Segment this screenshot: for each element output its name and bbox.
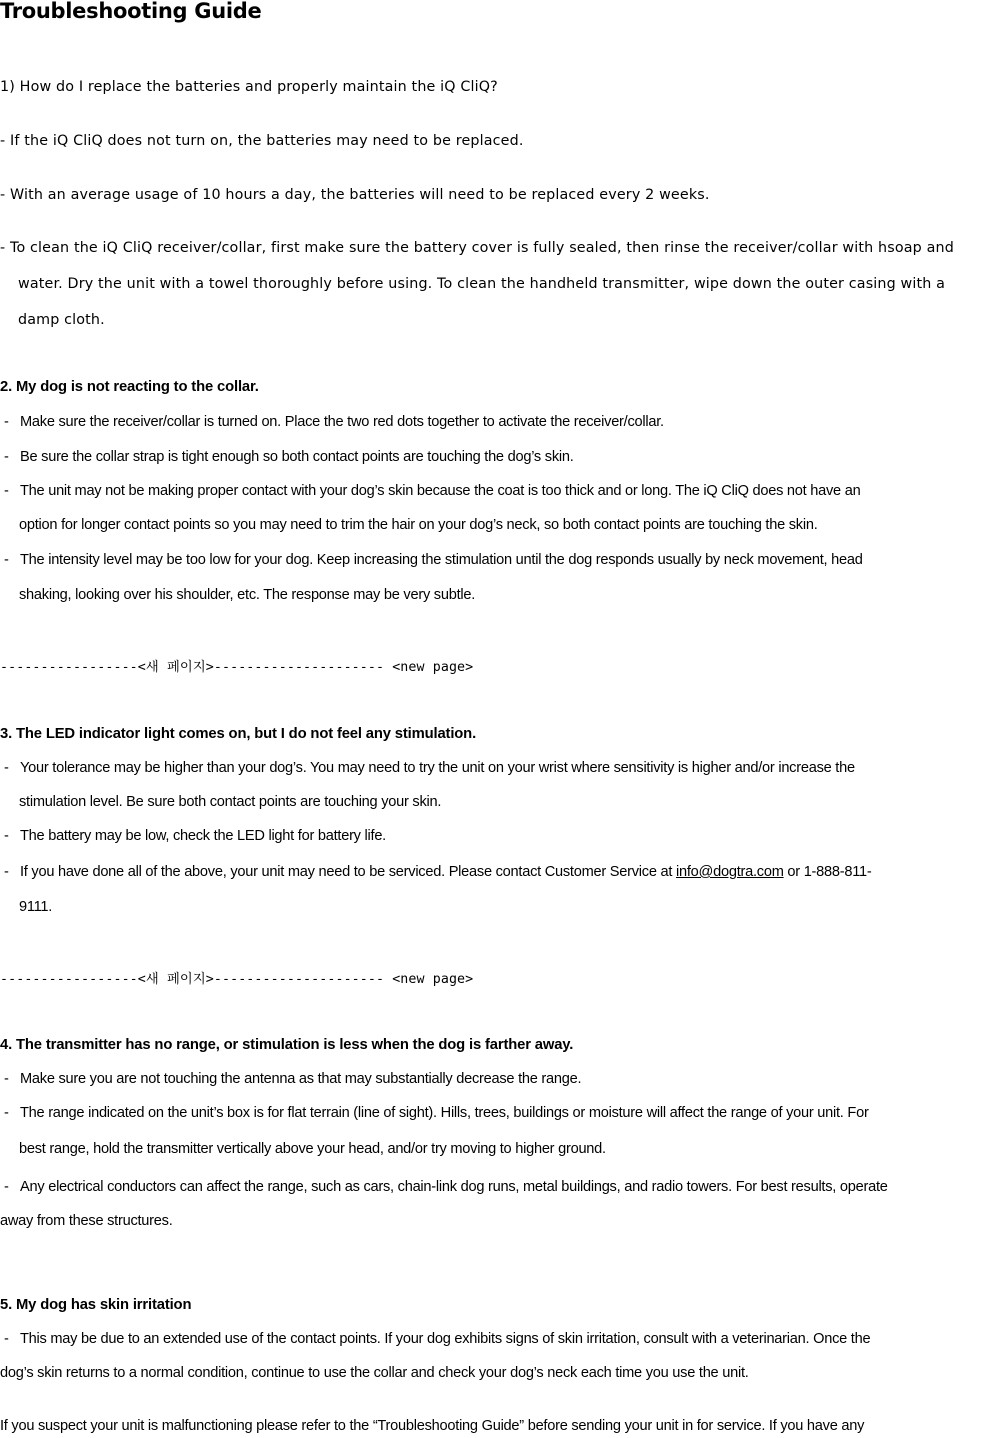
q2-heading: 2. My dog is not reacting to the collar. xyxy=(0,379,259,395)
page-break-marker: -----------------<새 페이지>--------------------- <new page> xyxy=(0,972,474,987)
q4-bullet: away from these structures. xyxy=(0,1213,173,1229)
q3-bullet: 9111. xyxy=(19,899,53,915)
page-break-marker: -----------------<새 페이지>--------------------- <new page> xyxy=(0,660,474,675)
support-email-link[interactable]: info@dogtra.com xyxy=(676,864,784,880)
q2-bullet: option for longer contact points so you may need to trim the hair on your dog’s neck, so both contact points are touching the skin. xyxy=(19,517,818,533)
q1-paragraph: - With an average usage of 10 hours a day, the batteries will need to be replaced every 2 weeks. xyxy=(0,187,710,203)
q5-heading: 5. My dog has skin irritation xyxy=(0,1297,192,1313)
q3-bullet: The battery may be low, check the LED light for battery life. xyxy=(20,828,386,844)
q5-bullet: dog’s skin returns to a normal condition, continue to use the collar and check your dog’s neck each time you use the unit. xyxy=(0,1365,749,1381)
q1-paragraph: - If the iQ CliQ does not turn on, the batteries may need to be replaced. xyxy=(0,133,524,149)
q1-heading: 1) How do I replace the batteries and properly maintain the iQ CliQ? xyxy=(0,79,498,95)
q3-bullet xyxy=(20,864,872,880)
bullet-dash: - xyxy=(4,760,9,776)
bullet-dash: - xyxy=(4,1331,9,1347)
q4-bullet: Make sure you are not touching the antenna as that may substantially decrease the range. xyxy=(20,1071,582,1087)
q2-bullet: The intensity level may be too low for your dog. Keep increasing the stimulation until the dog responds usually by neck movement, head xyxy=(20,552,863,568)
q5-bullet: This may be due to an extended use of the contact points. If your dog exhibits signs of skin irritation, consult with a veterinarian. Once the xyxy=(20,1331,871,1347)
q1-paragraph: damp cloth. xyxy=(18,312,105,328)
bullet-dash: - xyxy=(4,1071,9,1087)
q4-bullet: best range, hold the transmitter vertically above your head, and/or try moving to higher ground. xyxy=(19,1141,606,1157)
q3-bullet-text: or 1-888-811- xyxy=(783,864,872,880)
q4-bullet: Any electrical conductors can affect the range, such as cars, chain-link dog runs, metal buildings, and radio towers. For best results, operate xyxy=(20,1179,888,1195)
q2-bullet: Make sure the receiver/collar is turned on. Place the two red dots together to activate the receiver/collar. xyxy=(20,414,664,430)
q1-paragraph: water. Dry the unit with a towel thoroughly before using. To clean the handheld transmitter, wipe down the outer casing with a xyxy=(18,276,946,292)
q2-bullet: The unit may not be making proper contact with your dog’s skin because the coat is too thick and or long. The iQ CliQ does not have an xyxy=(20,483,861,499)
footer-paragraph: If you suspect your unit is malfunctioning please refer to the “Troubleshooting Guide” before sending your unit in for service. If you have any xyxy=(0,1418,865,1434)
q4-bullet: The range indicated on the unit’s box is for flat terrain (line of sight). Hills, trees, buildings or moisture will affect the range of your unit. For xyxy=(20,1105,869,1121)
q2-bullet: shaking, looking over his shoulder, etc. The response may be very subtle. xyxy=(19,587,476,603)
q3-heading: 3. The LED indicator light comes on, but I do not feel any stimulation. xyxy=(0,726,477,742)
bullet-dash: - xyxy=(4,828,9,844)
page-title: Troubleshooting Guide xyxy=(0,0,262,23)
q3-bullet-text: If you have done all of the above, your unit may need to be serviced. Please contact Customer Service at xyxy=(20,864,676,880)
bullet-dash: - xyxy=(4,414,9,430)
q3-bullet: Your tolerance may be higher than your dog’s. You may need to try the unit on your wrist where sensitivity is higher and/or increase the xyxy=(20,760,855,776)
q3-bullet: stimulation level. Be sure both contact points are touching your skin. xyxy=(19,794,442,810)
bullet-dash: - xyxy=(4,483,9,499)
bullet-dash: - xyxy=(4,449,9,465)
bullet-dash: - xyxy=(4,552,9,568)
bullet-dash: - xyxy=(4,1179,9,1195)
bullet-dash: - xyxy=(4,1105,9,1121)
q4-heading: 4. The transmitter has no range, or stimulation is less when the dog is farther away. xyxy=(0,1037,574,1053)
q1-paragraph: - To clean the iQ CliQ receiver/collar, first make sure the battery cover is fully sealed, then rinse the receiver/collar with hsoap and xyxy=(0,240,954,256)
q2-bullet: Be sure the collar strap is tight enough so both contact points are touching the dog’s skin. xyxy=(20,449,574,465)
bullet-dash: - xyxy=(4,864,9,880)
